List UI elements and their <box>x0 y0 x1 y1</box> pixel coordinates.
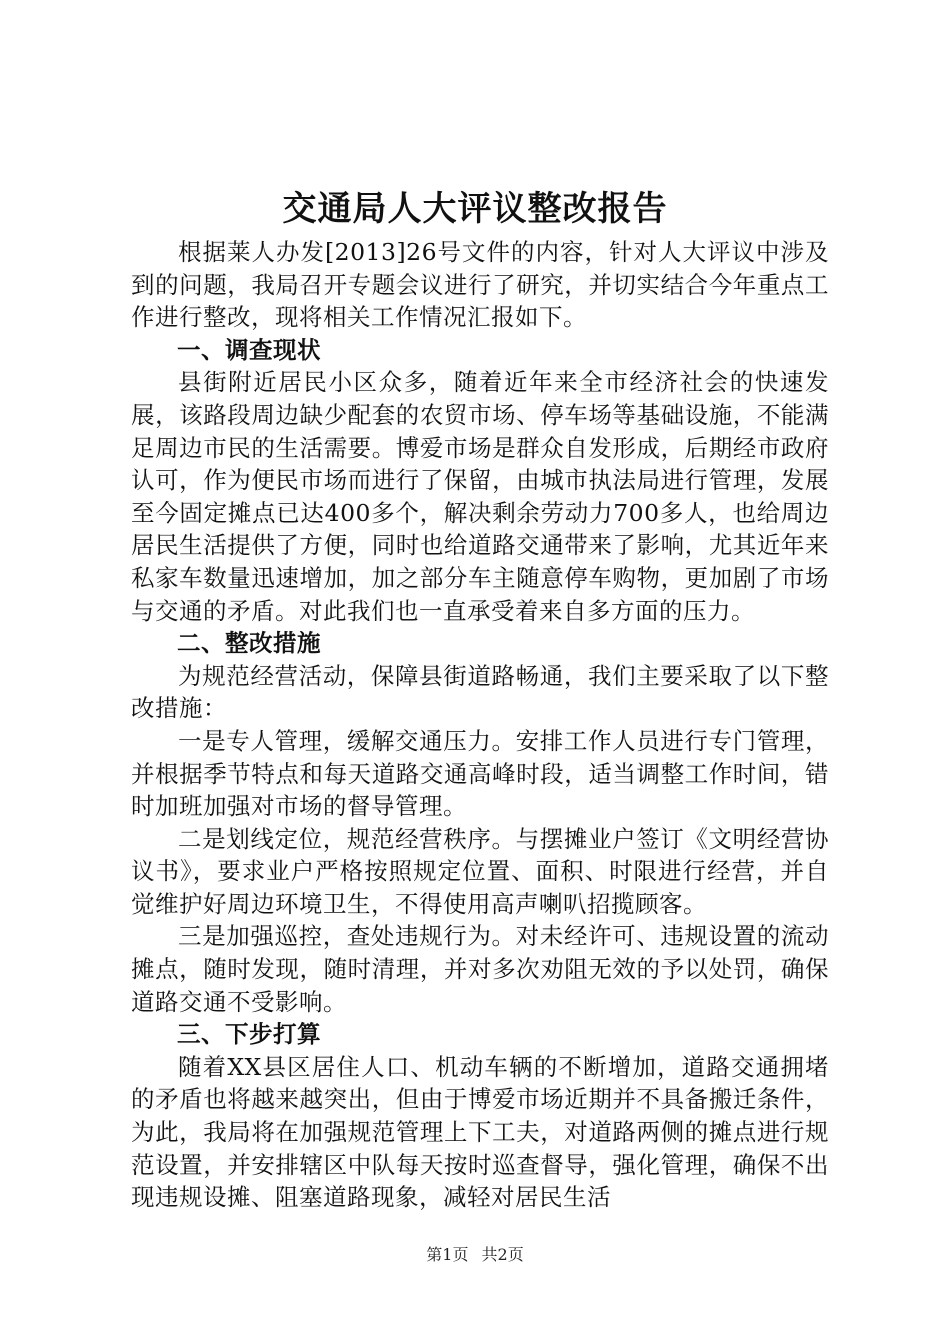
measures-intro-paragraph: 为规范经营活动，保障县街道路畅通，我们主要采取了以下整改措施： <box>131 661 829 723</box>
section-heading-survey: 一、调查现状 <box>177 335 321 364</box>
measure-paragraph-2: 二是划线定位，规范经营秩序。与摆摊业户签订《文明经营协议书》，要求业户严格按照规定位置、面积、时限进行经营，并自觉维护好周边环境卫生，不得使用高声喇叭招揽顾客。 <box>131 824 829 918</box>
survey-paragraph: 县街附近居民小区众多，随着近年来全市经济社会的快速发展，该路段周边缺少配套的农贸市场、停车场等基础设施，不能满足周边市民的生活需要。博爱市场是群众自发形成，后期经市政府认可，作为便民市场而进行了保留，由城市执法局进行管理，发展至今固定摊点已达400多个，解决剩余劳动力700多人，也给周边居民生活提供了方便，同时也给道路交通带来了影响，尤其近年来私家车数量迅速增加，加之部分车主随意停车购物，更加剧了市场与交通的矛盾。对此我们也一直承受着来自多方面的压力。 <box>131 368 829 625</box>
page-number-current: 第1页 <box>426 1245 469 1264</box>
next-steps-paragraph: 随着XX县区居住人口、机动车辆的不断增加，道路交通拥堵的矛盾也将越来越突出，但由于博爱市场近期并不具备搬迁条件，为此，我局将在加强规范管理上下工夫，对道路两侧的摊点进行规范设置，并安排辖区中队每天按时巡查督导，强化管理，确保不出现违规设摊、阻塞道路现象，减轻对居民生活 <box>131 1052 829 1212</box>
page-footer <box>0 1244 950 1266</box>
intro-paragraph: 根据莱人办发[2013]26号文件的内容，针对人大评议中涉及到的问题，我局召开专题会议进行了研究，并切实结合今年重点工作进行整改，现将相关工作情况汇报如下。 <box>131 238 829 332</box>
measure-paragraph-3: 三是加强巡控，查处违规行为。对未经许可、违规设置的流动摊点，随时发现，随时清理，并对多次劝阻无效的予以处罚，确保道路交通不受影响。 <box>131 922 829 1016</box>
document-title: 交通局人大评议整改报告 <box>282 189 668 229</box>
document-body <box>131 236 829 1214</box>
section-heading-next-steps: 三、下步打算 <box>177 1020 321 1049</box>
page-number-total: 共2页 <box>481 1245 524 1264</box>
measure-paragraph-1: 一是专人管理，缓解交通压力。安排工作人员进行专门管理，并根据季节特点和每天道路交通高峰时段，适当调整工作时间，错时加班加强对市场的督导管理。 <box>131 726 829 821</box>
section-heading-measures: 二、整改措施 <box>177 629 321 658</box>
